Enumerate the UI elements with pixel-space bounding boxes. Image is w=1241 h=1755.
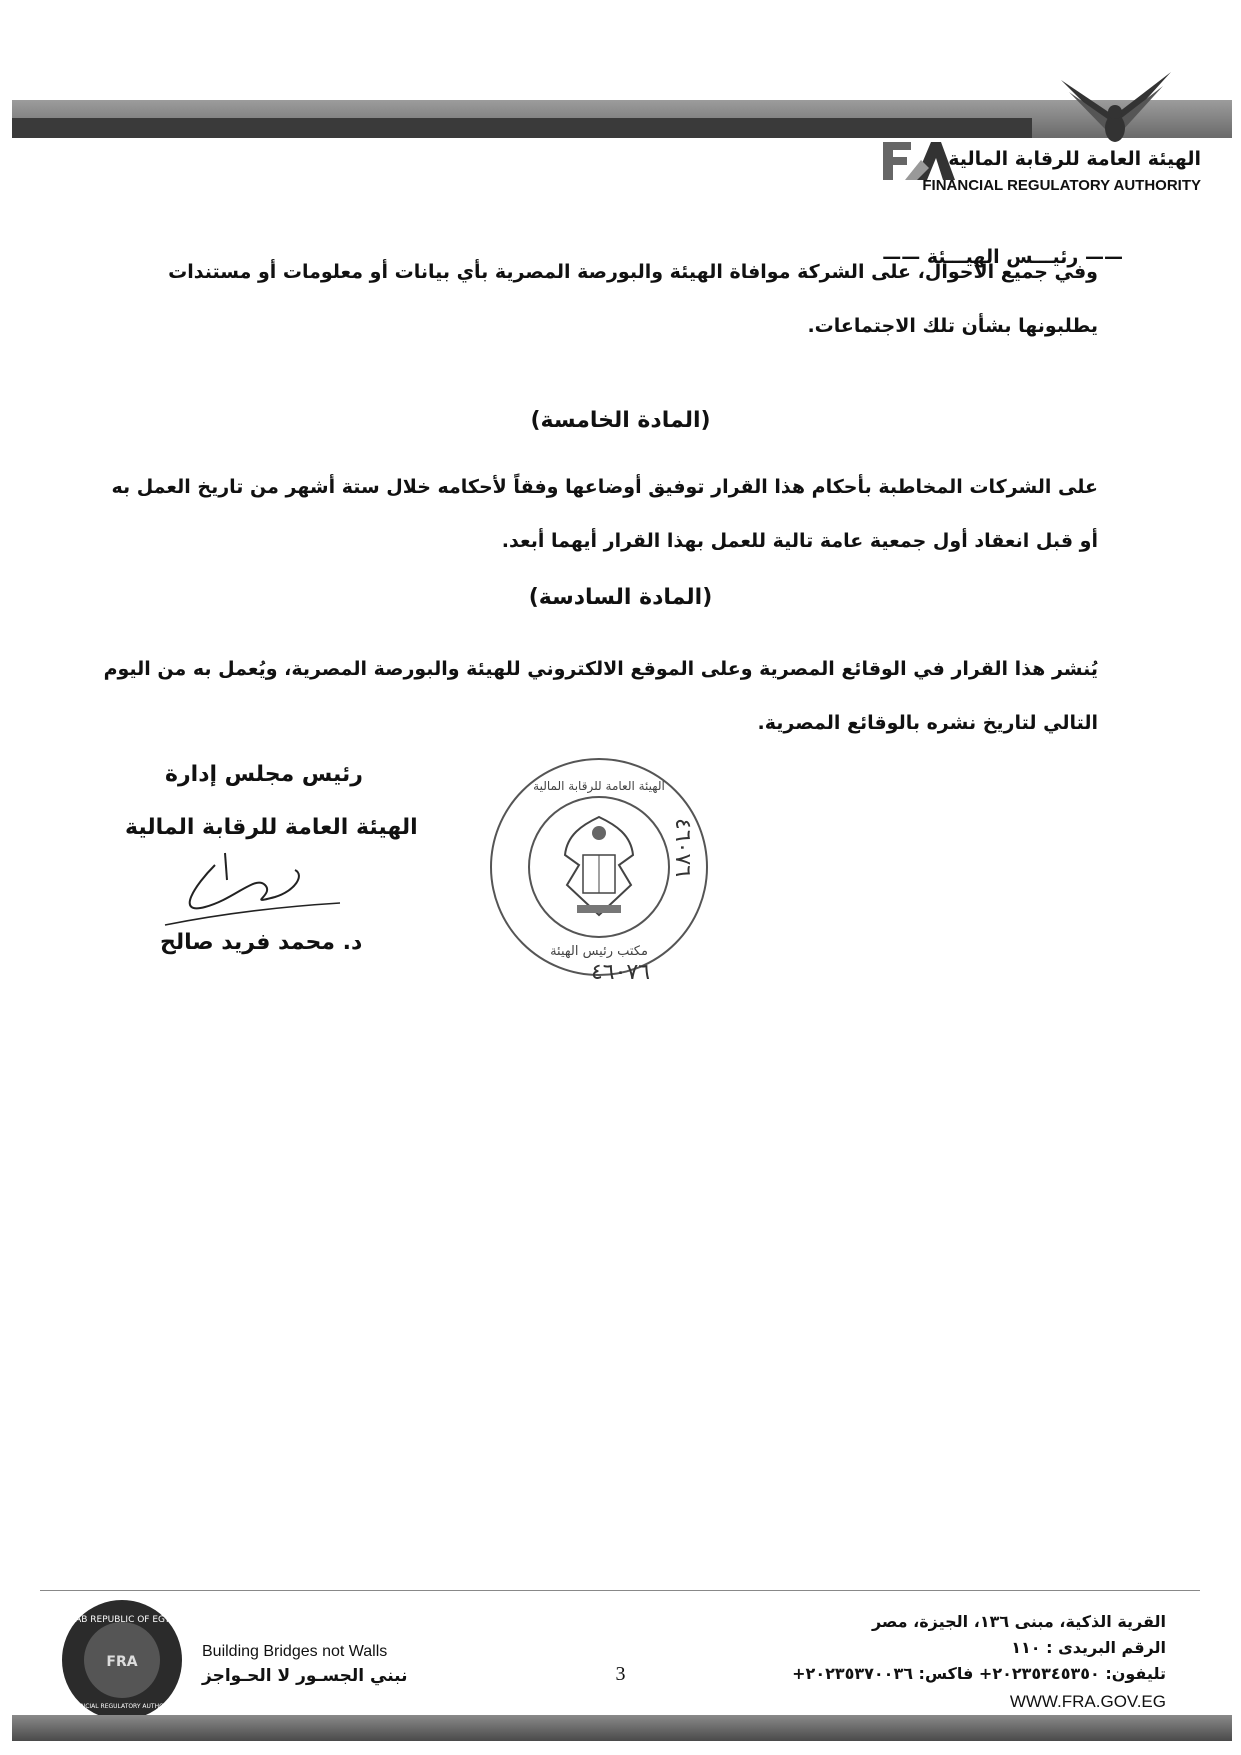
seal-ring-text: الهيئة العامة للرقابة المالية — [533, 779, 665, 793]
president-office-line: —— رئيـــس الهيـــئة —— — [882, 246, 1123, 268]
emblem-text-bottom: FINANCIAL REGULATORY AUTHORITY — [66, 1703, 178, 1710]
seal-number-side: ٤٦٠٧٦ — [670, 818, 695, 878]
handwritten-signature — [155, 845, 345, 935]
emblem-letters: FRA — [106, 1654, 138, 1670]
paragraph-3: يُنشر هذا القرار في الوقائع المصرية وعلى الموقع الالكتروني للهيئة والبورصة المصرية، ويُعمل به من اليوم التالي لتاريخ نشره بالوقائع المصرية. — [103, 658, 1098, 734]
header-band-dark — [12, 118, 1032, 138]
phone-fax: تليفون: ٢٠٢٣٥٣٤٥٣٥٠+ فاكس: ٢٠٢٣٥٣٧٠٠٣٦+ — [792, 1664, 1166, 1683]
postal-code: الرقم البريدى : ١١٠ — [1011, 1638, 1166, 1657]
slogan-ar: نبني الجسـور لا الحـواجز — [202, 1666, 408, 1686]
signature-title-line1: رئيس مجلس إدارة — [165, 762, 363, 787]
paragraph-1: وفي جميع الأحوال، على الشركة موافاة الهيئة والبورصة المصرية بأي بيانات أو معلومات أو مستندات يطلبونها بشأن تلك الاجتماعات. — [168, 261, 1098, 337]
footer-band — [12, 1715, 1232, 1741]
emblem-text-top: ARAB REPUBLIC OF EGYPT — [63, 1615, 181, 1625]
website-link[interactable]: WWW.FRA.GOV.EG — [1009, 1692, 1166, 1711]
signature-title-line2: الهيئة العامة للرقابة المالية — [125, 815, 418, 840]
org-name-en: FINANCIAL REGULATORY AUTHORITY — [922, 177, 1201, 194]
seal-number: ٤٦٠٧٦ — [590, 960, 651, 985]
slogan-en: Building Bridges not Walls — [202, 1643, 388, 1660]
signatory-name: د. محمد فريد صالح — [160, 930, 363, 955]
fra-logo — [881, 70, 1201, 205]
eagle-icon — [1051, 70, 1181, 150]
page-number: 3 — [615, 1663, 626, 1685]
address: القرية الذكية، مبنى ١٣٦، الجيزة، مصر — [871, 1612, 1166, 1631]
footer-divider — [40, 1590, 1200, 1591]
paragraph-2: على الشركات المخاطبة بأحكام هذا القرار توفيق أوضاعها وفقاً لأحكامه خلال ستة أشهر من تاريخ العمل به أو قبل انعقاد أول جمعية عامة تالية للعمل بهذا القرار أيهما أبعد. — [111, 476, 1098, 552]
org-name-ar: الهيئة العامة للرقابة المالية — [948, 148, 1201, 170]
seal-bottom-text: مكتب رئيس الهيئة — [550, 944, 648, 959]
article-5-title: (المادة الخامسة) — [530, 408, 711, 433]
fra-letters-icon — [881, 140, 956, 182]
article-6-title: (المادة السادسة) — [528, 585, 713, 610]
fra-emblem-icon — [60, 1598, 185, 1723]
